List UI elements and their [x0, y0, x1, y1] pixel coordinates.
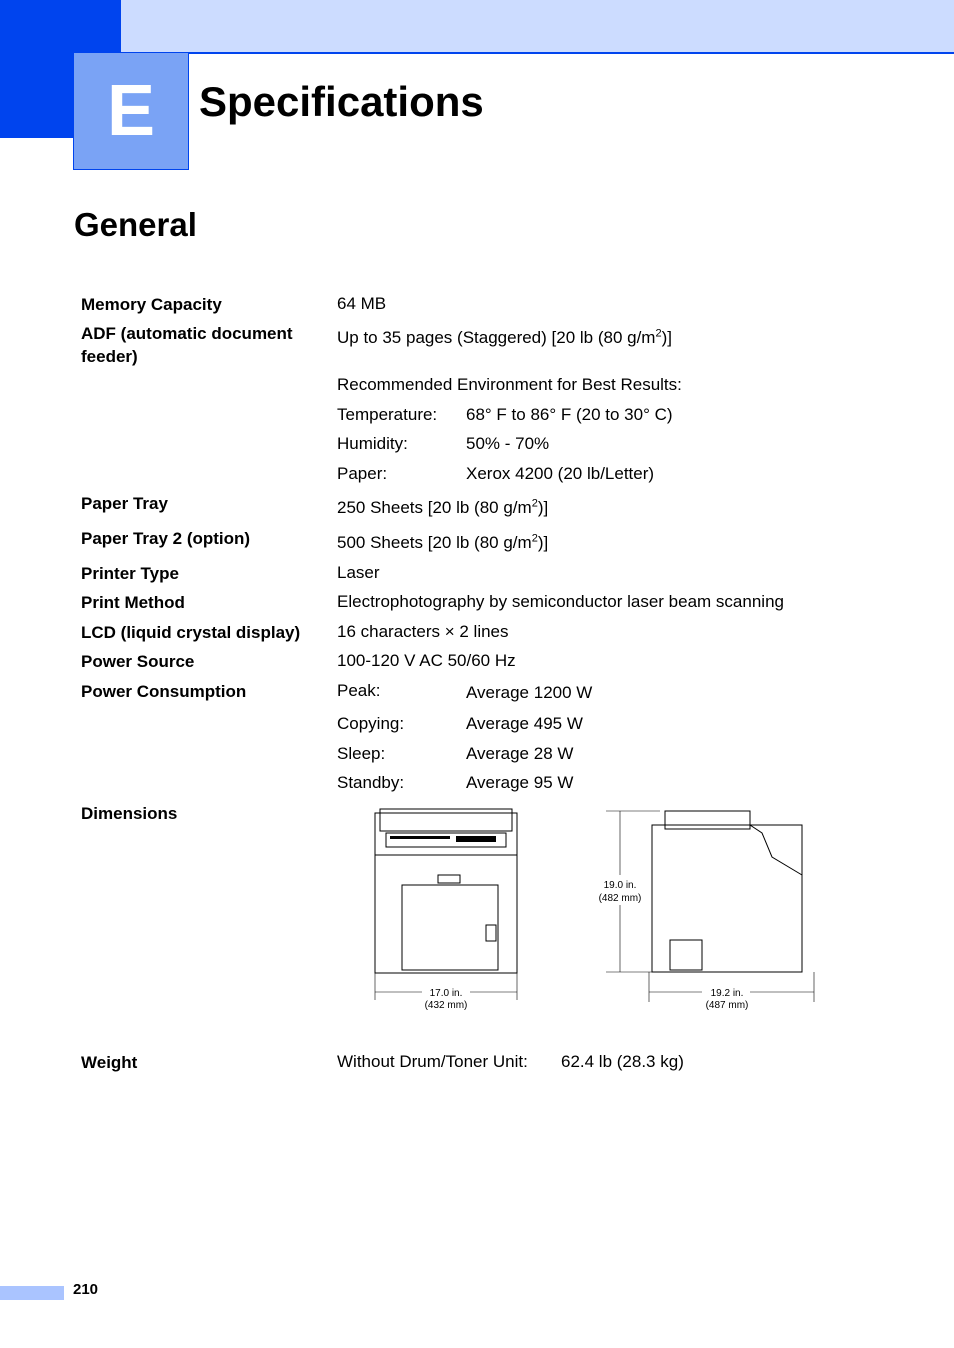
weight-label: Weight [81, 1053, 138, 1072]
lcd-value: 16 characters × 2 lines [337, 622, 509, 641]
depth-in-label: 19.2 in. [710, 988, 744, 999]
power-sleep-label: Sleep: [337, 744, 386, 763]
side-view-diagram [590, 805, 820, 1015]
width-in-label: 17.0 in. [429, 988, 463, 999]
adf-label: ADF (automatic document feeder) [81, 324, 293, 366]
adf-value: Up to 35 pages (Staggered) [20 lb (80 $g/m^2$)] [337, 327, 672, 347]
paper-tray2-value: 500 Sheets [20 lb (80 $g/m^2$)] [337, 532, 549, 552]
power-copying-value: Average 495 W [466, 714, 583, 733]
power-peak-value: Average 1200 W [466, 683, 593, 702]
power-source-label: Power Source [81, 652, 195, 671]
weight-value: 62.4 lb (28.3 kg) [561, 1052, 684, 1071]
front-view-diagram [360, 805, 530, 1015]
height-in-label: 19.0 in. [603, 880, 637, 891]
power-standby-value: Average 95 W [466, 773, 574, 792]
env-paper-label: Paper: [337, 464, 388, 483]
printer-type-label: Printer Type [81, 564, 179, 583]
power-standby-label: Standby: [337, 773, 405, 792]
print-method-value: Electrophotography by semiconductor laser beam scanning [337, 592, 784, 611]
header-band [121, 0, 954, 54]
page-title: Specifications [199, 78, 484, 125]
power-copying-label: Copying: [337, 714, 405, 733]
page-number: 210 [73, 1281, 99, 1298]
footer-bar [0, 1286, 64, 1300]
env-paper-value: Xerox 4200 (20 lb/Letter) [466, 464, 655, 483]
dimensions-label: Dimensions [81, 804, 178, 823]
width-mm-label: (432 mm) [424, 1000, 468, 1011]
power-consumption-label: Power Consumption [81, 682, 247, 701]
print-method-label: Print Method [81, 593, 185, 612]
env-humidity-value: 50% - 70% [466, 434, 550, 453]
power-source-value: 100-120 V AC 50/60 Hz [337, 651, 516, 670]
env-temp-value: 68° F to 86° F (20 to 30° C) [466, 405, 673, 424]
power-peak-label: Peak: [337, 681, 381, 700]
memory-capacity-value: 64 MB [337, 294, 387, 313]
paper-tray2-label: Paper Tray 2 (option) [81, 529, 251, 548]
weight-condition: Without Drum/Toner Unit: [337, 1052, 528, 1071]
env-humidity-label: Humidity: [337, 434, 408, 453]
depth-mm-label: (487 mm) [705, 1000, 749, 1011]
power-sleep-value: Average 28 W [466, 744, 574, 763]
printer-type-value: Laser [337, 563, 380, 582]
paper-tray-value: 250 Sheets [20 lb (80 $g/m^2$)] [337, 497, 549, 517]
chapter-letter: E [73, 52, 189, 170]
env-temp-label: Temperature: [337, 405, 438, 424]
height-mm-label: (482 mm) [598, 893, 642, 904]
lcd-label: LCD (liquid crystal display) [81, 623, 301, 642]
paper-tray-label: Paper Tray [81, 494, 168, 513]
env-heading: Recommended Environment for Best Results: [337, 375, 682, 394]
memory-capacity-label: Memory Capacity [81, 295, 222, 314]
section-heading: General [74, 206, 197, 243]
